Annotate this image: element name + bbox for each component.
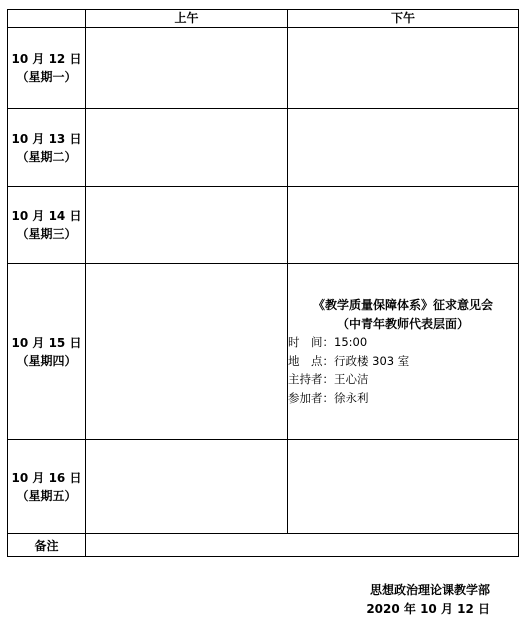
day-label-monday (8, 28, 86, 109)
event-location: 地 点：行政楼 303 室 (288, 353, 410, 368)
afternoon-cell-monday (288, 28, 519, 109)
day-row-friday (8, 440, 519, 534)
header-afternoon: 下午 (288, 10, 519, 28)
event-title: 《教学质量保障体系》征求意见会 (312, 298, 493, 312)
morning-cell-thursday (86, 264, 288, 440)
day-row-monday (8, 28, 519, 109)
day-date: 10 月 13 日 (11, 131, 82, 146)
afternoon-cell-tuesday (288, 109, 519, 187)
day-weekday: （星期一） (16, 70, 77, 84)
footer-date: 2020 年 10 月 12 日 (366, 602, 490, 616)
day-date: 10 月 15 日 (11, 335, 82, 350)
day-date: 10 月 12 日 (11, 52, 82, 66)
event-participants: 参加者：徐永利 (288, 390, 369, 405)
event-host: 主持者：王心洁 (288, 372, 369, 386)
day-row-wednesday (8, 187, 519, 264)
day-weekday: （星期五） (16, 488, 77, 503)
day-label-wednesday (8, 187, 86, 264)
morning-cell-wednesday (86, 187, 288, 264)
day-row-tuesday (8, 109, 519, 187)
morning-cell-tuesday (86, 109, 288, 187)
day-label-tuesday (8, 109, 86, 187)
remarks-row (8, 534, 519, 557)
day-label-thursday (8, 264, 86, 440)
day-weekday: （星期二） (16, 149, 77, 164)
weekly-schedule-table (7, 9, 519, 557)
afternoon-event-cell-thursday (288, 264, 519, 440)
event-subtitle: （中青年教师代表层面） (336, 316, 469, 331)
header-row (8, 10, 519, 28)
morning-cell-friday (86, 440, 288, 534)
day-weekday: （星期三） (16, 227, 77, 241)
day-label-friday (8, 440, 86, 534)
footer-department: 思想政治理论课教学部 (369, 583, 490, 597)
day-row-thursday (8, 264, 519, 440)
remarks-content-cell (86, 534, 519, 557)
day-date: 10 月 14 日 (11, 209, 82, 223)
event-time: 时 间：15:00 (288, 335, 368, 349)
afternoon-cell-wednesday (288, 187, 519, 264)
afternoon-cell-friday (288, 440, 519, 534)
header-corner-cell (8, 10, 86, 28)
remarks-label: 备注 (8, 534, 86, 557)
header-morning: 上午 (86, 10, 288, 28)
day-weekday: （星期四） (16, 353, 77, 368)
day-date: 10 月 16 日 (11, 470, 82, 485)
morning-cell-monday (86, 28, 288, 109)
